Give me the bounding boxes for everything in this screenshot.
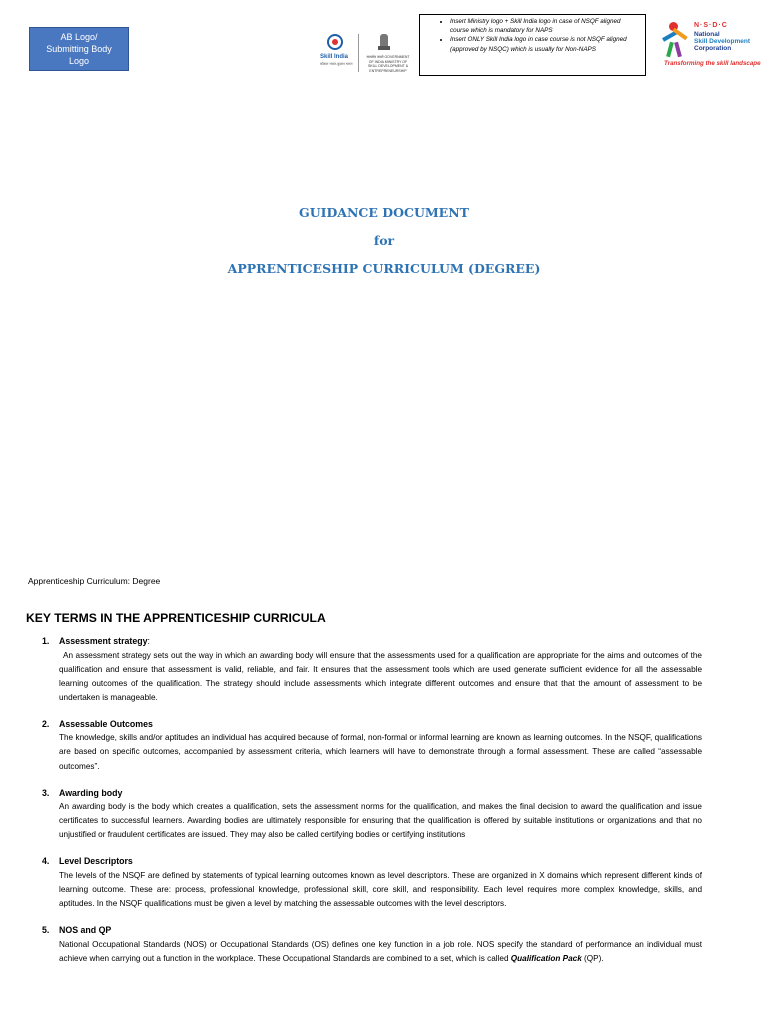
nsdc-tagline: Transforming the skill landscape xyxy=(664,60,761,67)
national-emblem-icon xyxy=(378,34,390,52)
term-title: Assessment strategy: xyxy=(59,636,150,646)
skill-india-text: Skill India xyxy=(320,54,349,60)
term-number: 3. xyxy=(42,787,50,798)
term-title: Level Descriptors xyxy=(59,856,133,867)
government-logos xyxy=(320,32,410,72)
term-number: 2. xyxy=(42,718,50,729)
term-title: Assessable Outcomes xyxy=(59,718,153,729)
logo-instruction-item: • Insert ONLY Skill India logo in case course is not NSQF aligned (approved by NSQC) which is usually for Non-NAPS xyxy=(450,35,639,53)
nsdc-name-line3: Corporation xyxy=(694,45,732,52)
term-definition: The knowledge, skills and/or aptitudes an individual has acquired because of formal, non-formal or informal learning are known as learning outcomes. In the NSQF, qualifications are based on specific outcomes, accompanied by assessment criteria, which learners will have to demonstrate through a formal assessment. These are called “assessable outcomes”. xyxy=(59,733,702,771)
nsdc-name xyxy=(694,31,750,52)
key-term-item xyxy=(26,855,702,911)
nsdc-logo xyxy=(660,22,760,70)
key-term-item xyxy=(26,924,702,966)
document-title: GUIDANCE DOCUMENT xyxy=(299,205,469,220)
term-definition: An assessment strategy sets out the way in which an awarding body will ensure that the assessments used for a qualification are appropriate for the aims and outcomes of the qualification and ensure that assessment is valid, reliable, and fair. It ensures that the assessment tools which are used generate sufficient evidence for all the assessable learning outcomes of the qualification. The strategy should include assessments which integrate different outcomes and ensure that that the amount of assessment to be undertaken is manageable. xyxy=(59,650,702,702)
term-title: NOS and QP xyxy=(59,925,112,936)
logo-instructions-box xyxy=(419,14,646,76)
term-definition: An awarding body is the body which creates a qualification, sets the assessment norms for the qualification, and makes the final decision to award the qualification and issue certificates to successful learners. Awarding bodies are ultimately responsible for ensuring that the qualification is offered by suitable institutions or organizations and that no unjustified or fraudulent certificates are issued. They may also be called certifying bodies or certifying institutions xyxy=(59,802,702,840)
logo-instructions-list xyxy=(430,17,639,54)
key-term-item xyxy=(26,718,702,774)
key-terms-heading: KEY TERMS IN THE APPRENTICESHIP CURRICULA xyxy=(26,611,326,625)
logo-instruction-item: • Insert Ministry logo + Skill India logo in case of NSQF aligned course which is mandatory for NAPS xyxy=(450,17,639,35)
nsdc-figure-icon xyxy=(662,22,688,58)
skill-india-icon xyxy=(327,34,343,50)
ab-logo-placeholder xyxy=(29,27,129,71)
running-header: Apprenticeship Curriculum: Degree xyxy=(28,576,161,586)
logo-divider xyxy=(358,34,359,72)
nsdc-name-line1: National xyxy=(694,31,720,38)
key-terms-list xyxy=(26,635,702,979)
term-definition: The levels of the NSQF are defined by statements of typical learning outcomes known as level descriptors. These are organized in X domains which represent different kinds of learning outcome. These are: process, professional knowledge, professional skill, core skill, and responsibility. Each level requires more complex knowledge, skills, and aptitudes. In the NSQF qualifications must be given a level by matching the assessable outcomes with the level descriptors. xyxy=(59,870,702,909)
key-term-item xyxy=(26,787,702,843)
term-number: 5. xyxy=(42,925,50,936)
term-number: 1. xyxy=(42,636,50,646)
document-subtitle: APPRENTICESHIP CURRICULUM (DEGREE) xyxy=(227,261,541,276)
term-title: Awarding body xyxy=(59,787,123,798)
qualification-pack-emphasis: Qualification Pack xyxy=(510,953,582,963)
nsdc-abbreviation: N·S·D·C xyxy=(694,22,728,29)
term-definition: National Occupational Standards (NOS) or Occupational Standards (OS) defines one key function in a job role. NOS specify the standard of performance an individual must achieve when carrying out a function in the workplace. These Occupational Standards are combined to a set, which is called Qualification Pack (QP). xyxy=(59,939,702,963)
skill-india-subtext: कौशल भारत-कुशल भारत xyxy=(320,62,353,66)
nsdc-name-line2: Skill Development xyxy=(694,38,750,45)
key-term-item xyxy=(26,635,702,705)
ministry-text: सत्यमेव जयते GOVERNMENT OF INDIA MINISTRY OF SKILL DEVELOPMENT & ENTREPRENEURSHIP xyxy=(366,55,410,73)
ab-logo-text: AB Logo/ Submitting Body Logo xyxy=(46,32,112,66)
term-number: 4. xyxy=(42,856,50,867)
document-title-connector: for xyxy=(373,233,395,248)
